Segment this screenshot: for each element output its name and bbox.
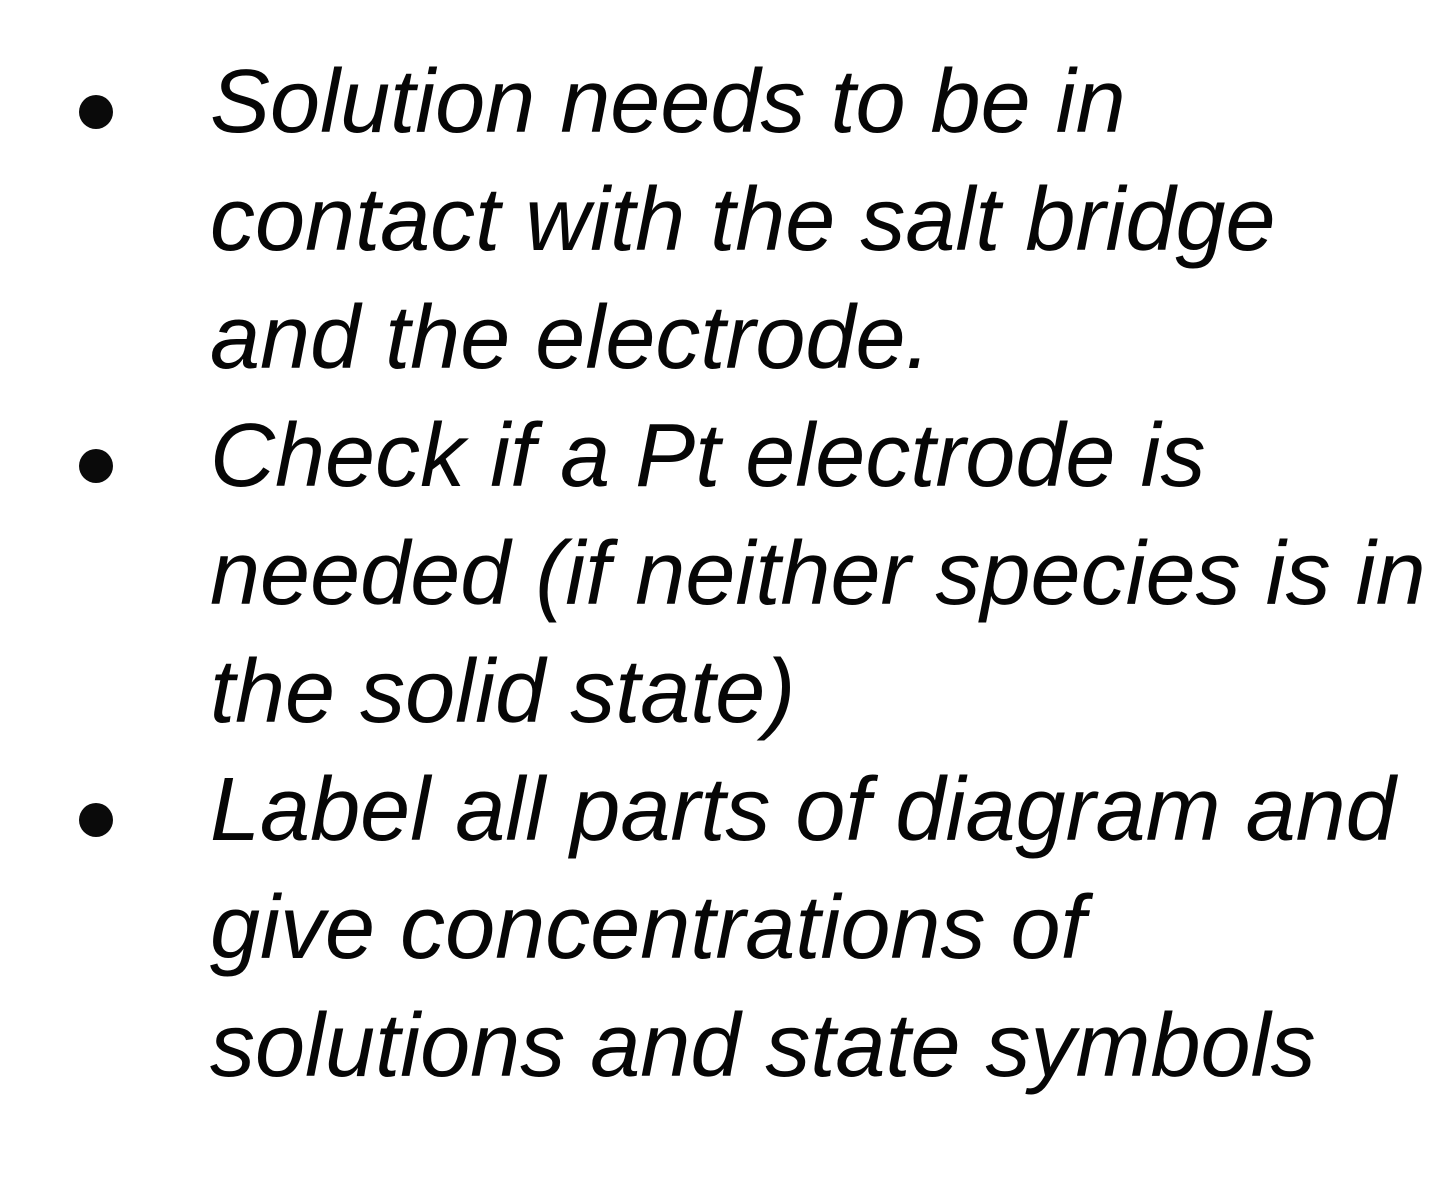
bullet-text-line: Solution needs to be in — [210, 52, 1126, 152]
bullet-marker-icon — [79, 803, 113, 837]
list-item-label-diagram — [0, 751, 1440, 1105]
bullet-text-line: and the electrode. — [210, 288, 931, 388]
bullet-text-line: solutions and state symbols — [210, 996, 1316, 1096]
bullet-text-line: the solid state) — [210, 642, 796, 742]
list-item-pt-electrode — [0, 397, 1440, 751]
bullet-marker-icon — [79, 449, 113, 483]
bullet-list — [0, 43, 1440, 1105]
bullet-text-line: Label all parts of diagram and — [210, 760, 1396, 860]
bullet-text-line: give concentrations of — [210, 878, 1086, 978]
bullet-marker-icon — [79, 95, 113, 129]
bullet-text-line: contact with the salt bridge — [210, 170, 1276, 270]
bullet-text-line: Check if a Pt electrode is — [210, 406, 1206, 506]
list-item-solution-contact — [0, 43, 1440, 397]
bullet-text-line: needed (if neither species is in — [210, 524, 1426, 624]
